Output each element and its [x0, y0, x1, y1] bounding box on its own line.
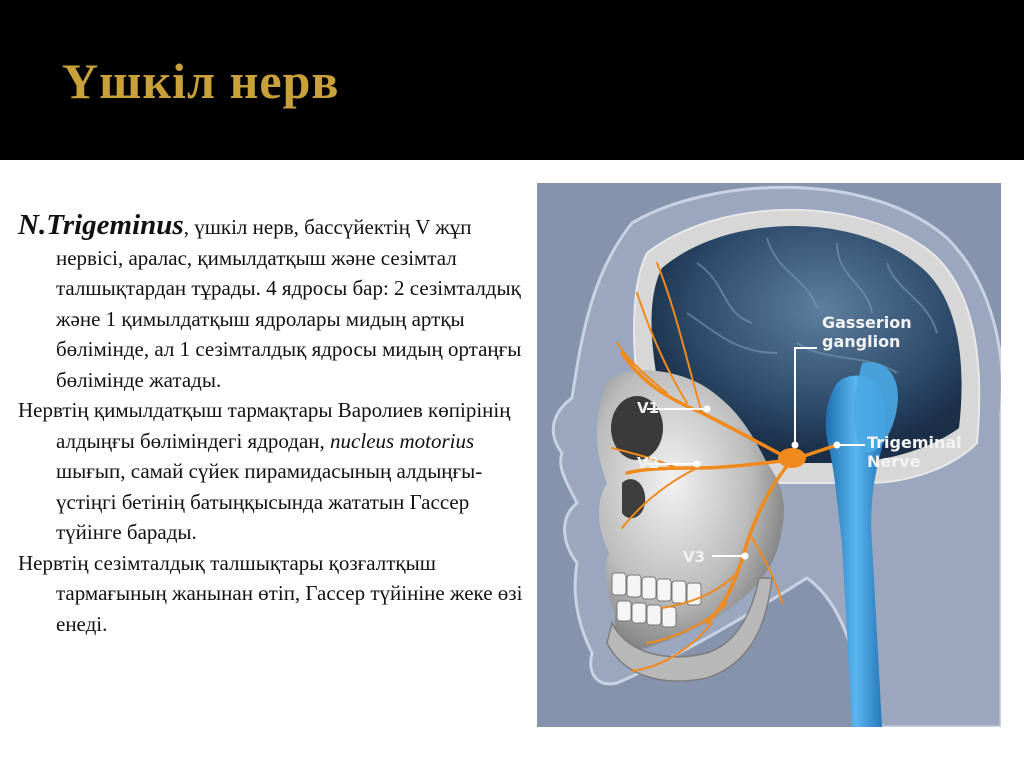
paragraph-2-text-b: шығып, самай сүйек пирамидасының алдыңғы-үстіңгі бетінің батыңқысында жататын Гассер түйінге барады. [56, 459, 483, 544]
gasserion-label-line2: ganglion [822, 332, 901, 351]
nucleus-motorius-term: nucleus motorius [330, 428, 475, 453]
v2-label: V2 [637, 454, 660, 472]
body-text [18, 210, 533, 639]
trigeminal-nerve-label [867, 433, 962, 471]
trigeminal-nerve-illustration [537, 183, 1001, 727]
paragraph-1-text: , үшкіл нерв, бассүйектің V жұп нервісі, аралас, қимылдатқыш және сезімтал талшықтардан тұрады. 4 ядросы бар: 2 сезімталдық және 1 қимылдатқыш ядролары мидың артқы бөлімінде, ал 1 сезімталдық ядросы мидың ортаңғы бөлімінде жатады. [56, 215, 522, 392]
paragraph-2-text-a: Нервтің қимылдатқыш тармақтары Варолиев көпірінің алдыңғы бөліміндегі ядродан, [18, 398, 511, 453]
trigeminal-label-line2: Nerve [867, 452, 921, 471]
gasserion-label-line1: Gasserion [822, 313, 912, 332]
slide-title: Үшкіл нерв [62, 53, 340, 109]
gasserion-ganglion-node [778, 448, 806, 468]
paragraph-2 [18, 395, 533, 548]
paragraph-1 [18, 210, 533, 395]
v3-label: V3 [683, 548, 706, 566]
term-trigeminus: N.Trigeminus [18, 209, 184, 241]
v1-label: V1 [637, 399, 660, 417]
trigeminal-label-line1: Trigeminal [867, 433, 962, 452]
paragraph-3: Нервтің сезімталдық талшықтары қозғалтқыш тармағының жанынан өтіп, Гассер түйініне жеке өзі енеді. [18, 550, 523, 636]
title-bar [0, 0, 1024, 160]
gasserion-ganglion-label [822, 313, 912, 351]
